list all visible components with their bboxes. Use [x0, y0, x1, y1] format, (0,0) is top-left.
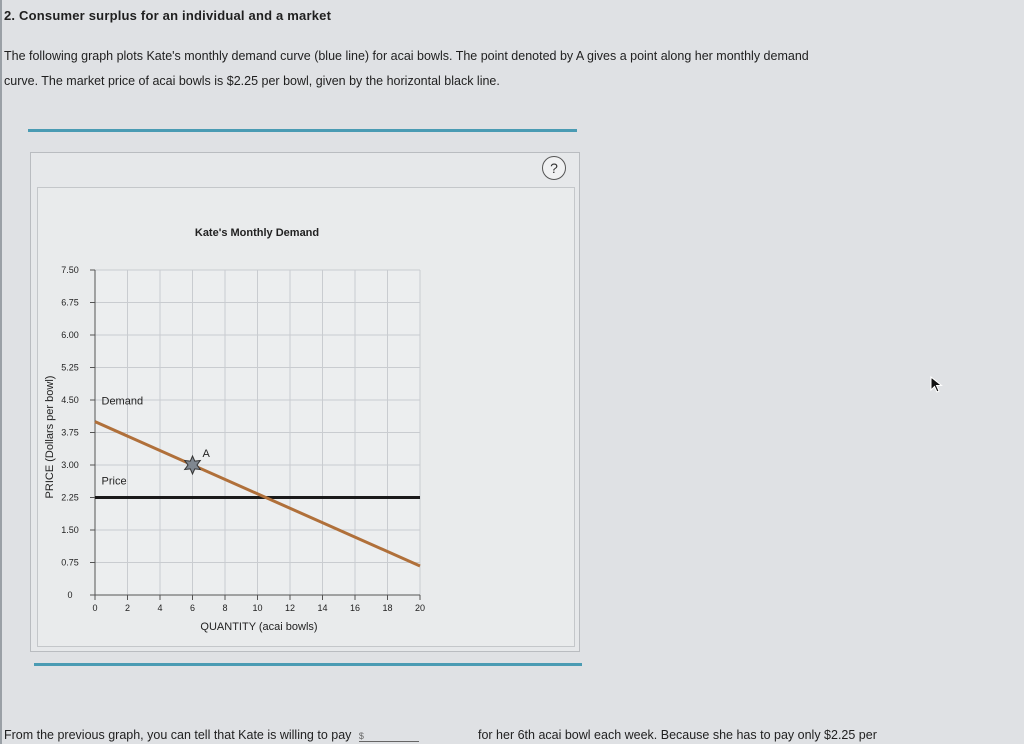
x-tick-label: 14 — [317, 603, 328, 613]
help-button[interactable]: ? — [542, 156, 566, 180]
bottom-question-text — [4, 728, 419, 742]
x-tick-label: 8 — [222, 603, 228, 613]
x-tick-label: 0 — [92, 603, 98, 613]
y-axis-label: PRICE (Dollars per bowl) — [44, 375, 56, 499]
y-tick-label: 5.25 — [61, 362, 79, 373]
price-label: Price — [101, 475, 127, 488]
intro-line-2: curve. The market price of acai bowls is $2.25 per bowl, given by the horizontal black line. — [4, 74, 500, 88]
x-tick-label: 16 — [349, 603, 361, 613]
y-tick-label: 3.75 — [61, 427, 79, 438]
point-a-label: A — [202, 448, 210, 460]
bottom-right-text: for her 6th acai bowl each week. Because she has to pay only $2.25 per — [478, 728, 877, 742]
mouse-cursor-icon — [930, 376, 944, 394]
bottom-left-text: From the previous graph, you can tell that Kate is willing to pay — [4, 728, 352, 742]
willingness-to-pay-input[interactable]: $ — [359, 731, 419, 742]
bottom-divider — [34, 663, 582, 666]
x-tick-label: 2 — [124, 603, 131, 613]
x-tick-label: 6 — [189, 603, 196, 613]
y-tick-label: 0.75 — [61, 557, 79, 568]
demand-label: Demand — [101, 395, 144, 408]
x-tick-label: 20 — [414, 603, 426, 613]
x-tick-label: 4 — [157, 603, 163, 613]
y-tick-label: 0 — [67, 590, 73, 600]
y-tick-label: 6.75 — [61, 297, 79, 308]
y-tick-label: 4.50 — [61, 395, 79, 405]
y-tick-label: 7.50 — [61, 265, 79, 275]
y-tick-label: 6.00 — [61, 330, 79, 340]
intro-line-1: The following graph plots Kate's monthly demand curve (blue line) for acai bowls. The point denoted by A gives a point along her monthly demand — [4, 49, 809, 63]
x-axis-label: QUANTITY (acai bowls) — [200, 621, 318, 633]
question-title: 2. Consumer surplus for an individual and a market — [4, 8, 332, 23]
y-tick-label: 2.25 — [61, 492, 79, 503]
y-tick-label: 1.50 — [61, 525, 79, 535]
x-tick-label: 18 — [382, 603, 393, 613]
y-tick-label: 3.00 — [61, 460, 79, 470]
chart-title: Kate's Monthly Demand — [194, 227, 320, 239]
x-tick-label: 12 — [284, 603, 296, 613]
x-tick-label: 10 — [252, 603, 263, 613]
